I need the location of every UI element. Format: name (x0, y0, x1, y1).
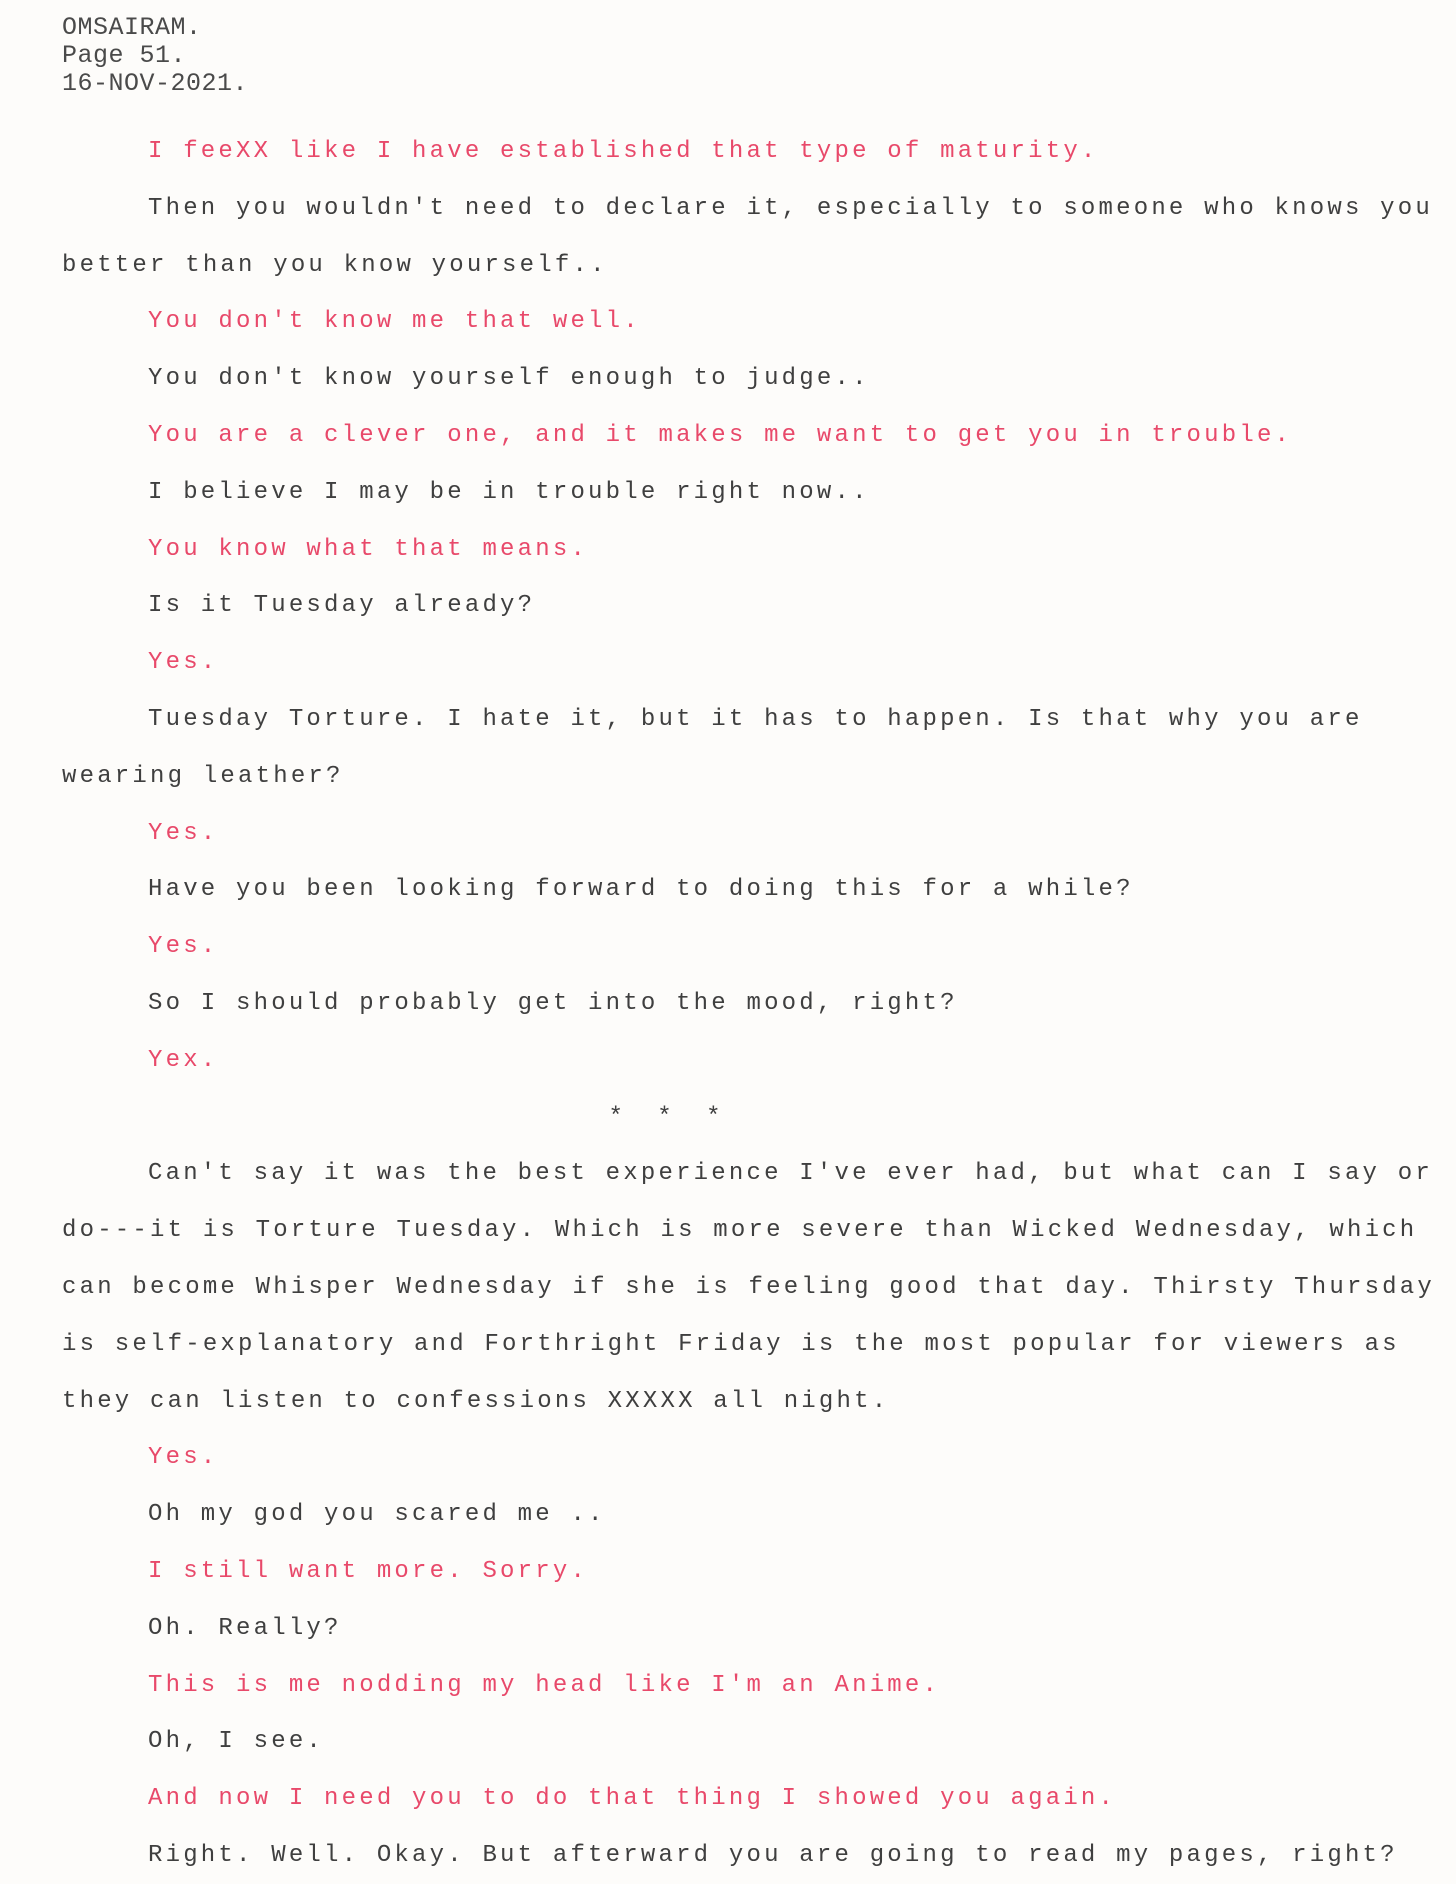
dialogue-line-black: is self-explanatory and Forthright Friday is the most popular for viewers as (62, 1330, 1400, 1358)
section-break: * * * (608, 1103, 731, 1131)
dialogue-line-black: Right. Well. Okay. But afterward you are going to read my pages, right? (148, 1841, 1398, 1869)
dialogue-line-black: do---it is Torture Tuesday. Which is more severe than Wicked Wednesday, which (62, 1217, 1418, 1245)
dialogue-line-black: Is it Tuesday already? (148, 592, 536, 620)
dialogue-line-red: I feeXX like I have established that type of maturity. (148, 138, 1099, 165)
header-date: 16-NOV-2021. (62, 69, 249, 98)
dialogue-line-black: Oh my god you scared me .. (148, 1501, 606, 1529)
dialogue-line-red: Yes. (148, 1444, 219, 1472)
page-header (62, 14, 248, 98)
dialogue-line-black: Oh, I see. (148, 1728, 325, 1756)
dialogue-line-black: better than you know yourself.. (62, 251, 608, 279)
dialogue-line-black: Can't say it was the best experience I've ever had, but what can I say or (148, 1160, 1433, 1188)
dialogue-line-black: You don't know yourself enough to judge.. (148, 365, 870, 393)
dialogue-line-red: Yes. (148, 933, 219, 961)
dialogue-line-black: wearing leather? (62, 762, 344, 790)
dialogue-line-black: can become Whisper Wednesday if she is feeling good that day. Thirsty Thursday (62, 1273, 1435, 1301)
dialogue-line-black: Have you been looking forward to doing this for a while? (148, 876, 1134, 904)
dialogue-line-red: You don't know me that well. (148, 308, 641, 336)
dialogue-line-red: Yes. (148, 819, 219, 847)
dialogue-line-red: Yes. (148, 649, 219, 677)
dialogue-line-red: This is me nodding my head like I'm an Anime. (148, 1671, 941, 1699)
dialogue-line-red: Yex. (148, 1046, 219, 1074)
dialogue-line-black: I believe I may be in trouble right now.. (148, 478, 870, 506)
dialogue-line-black: So I should probably get into the mood, right? (148, 989, 958, 1017)
dialogue-line-red: You know what that means. (148, 535, 589, 563)
page-body (62, 124, 1435, 1885)
header-title: OMSAIRAM. (62, 13, 202, 42)
dialogue-line-red: I still want more. Sorry. (148, 1557, 589, 1585)
dialogue-line-black: Then you wouldn't need to declare it, especially to someone who knows you (148, 194, 1433, 222)
header-page-number: Page 51. (62, 41, 187, 70)
dialogue-line-black: Tuesday Torture. I hate it, but it has to happen. Is that why you are (148, 705, 1363, 733)
dialogue-line-red: You are a clever one, and it makes me want to get you in trouble. (148, 421, 1293, 449)
dialogue-line-black: Oh. Really? (148, 1614, 342, 1642)
dialogue-line-red: And now I need you to do that thing I showed you again. (148, 1785, 1117, 1813)
dialogue-line-black: they can listen to confessions XXXXX all night. (62, 1387, 890, 1415)
